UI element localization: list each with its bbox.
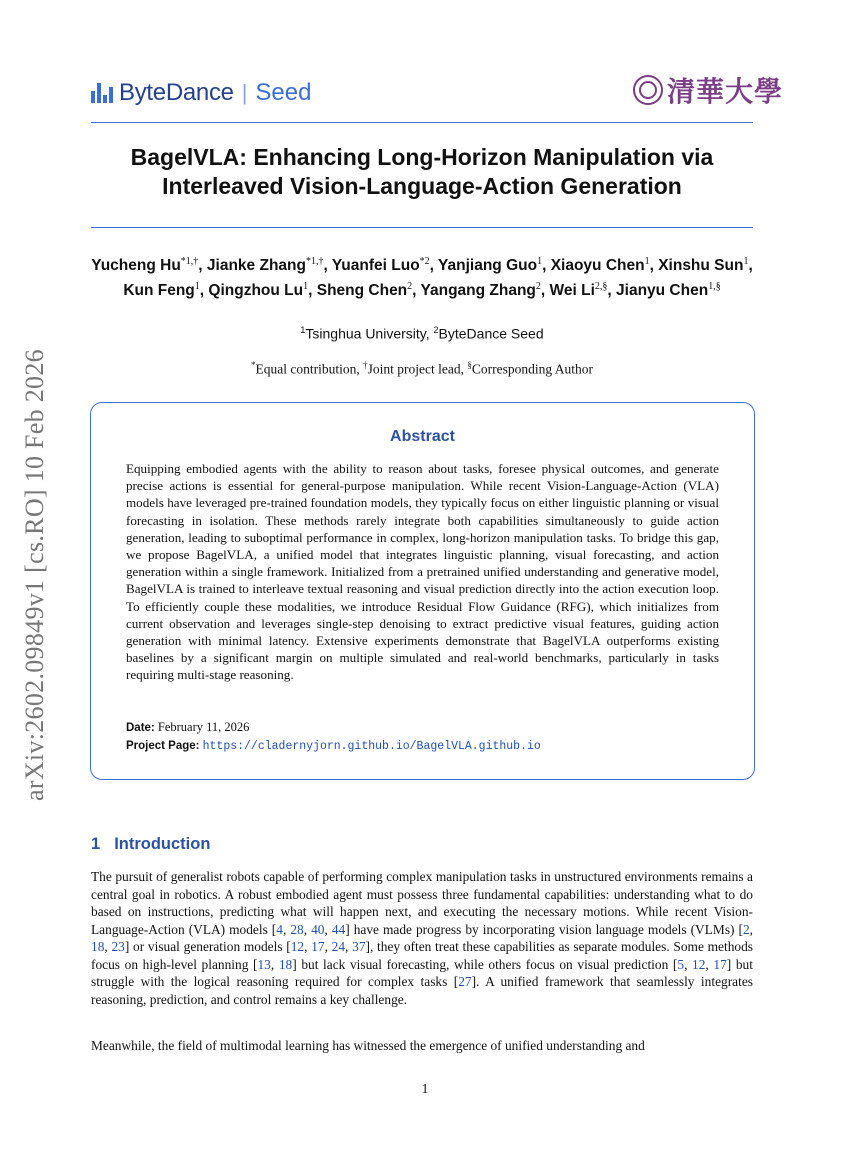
affiliation-name: ByteDance Seed [438, 325, 544, 342]
affiliations: $^1$Tsinghua University, $^2$ByteDance Seed [300, 325, 544, 342]
author-sup: *2 [419, 256, 430, 267]
title-rule [91, 227, 753, 228]
paragraph-text: , [705, 956, 714, 972]
author-name: Yucheng Hu [91, 257, 181, 275]
paragraph-text: , [304, 939, 312, 954]
citation-link[interactable]: 13 [257, 956, 271, 972]
section-heading [91, 835, 210, 854]
page-number: 1 [421, 1081, 429, 1096]
citation-link[interactable]: 40 [311, 921, 325, 937]
paragraph-text: , [324, 939, 332, 954]
brand-name: ByteDance [119, 79, 234, 106]
author-sup: 1 [644, 256, 650, 267]
author-sup: 1 [537, 256, 543, 267]
bytedance-seed-logo [91, 78, 311, 108]
author-sup: 1,§ [708, 281, 721, 293]
citation-link[interactable]: 12 [290, 939, 305, 954]
paragraph-text: , [345, 939, 353, 954]
author-name: Kun Feng [123, 282, 195, 300]
note-sup: § [467, 360, 472, 370]
paragraph-text: , [749, 921, 754, 937]
project-page-link[interactable]: https://cladernyjorn.github.io/BagelVLA.github.io [202, 740, 541, 753]
author-sup: 1 [194, 281, 200, 293]
citation-link[interactable]: 37 [352, 939, 366, 954]
citation-link[interactable]: 18 [278, 956, 293, 972]
author-name: Jianke Zhang [206, 257, 306, 275]
paragraph-text: ]. A unified framework that seamlessly integrates reasoning, prediction, and control remains a key challenge. [91, 974, 753, 1007]
citation-link[interactable]: 4 [276, 921, 283, 937]
author-name: Sheng Chen [316, 282, 408, 300]
author-name: Wei Li [549, 282, 595, 300]
author-name: Yanjiang Guo [438, 257, 538, 275]
brand-separator: | [241, 80, 248, 105]
author-sup: *1,† [305, 256, 324, 267]
citation-link[interactable]: 44 [331, 921, 346, 937]
author-name: Qingzhou Lu [208, 282, 304, 300]
note-text: Joint project lead [367, 361, 461, 377]
section-number: 1 [91, 835, 101, 853]
paragraph-text: ] have made progress by incorporating vision language models (VLMs) [ [345, 921, 743, 937]
citation-link[interactable]: 23 [111, 939, 125, 954]
header-rule [91, 122, 753, 123]
author-name: Xiaoyu Chen [550, 257, 645, 275]
citation-link[interactable]: 17 [311, 939, 325, 954]
affiliation-name: Tsinghua University [305, 325, 426, 342]
paragraph-text: ] but struggle with the logical reasoning required for complex tasks [ [91, 956, 753, 989]
author-sup: *1,† [180, 256, 199, 267]
paragraph-text: ], they often treat these capabilities as separate modules. Some methods focus on high-level planning [ [91, 939, 753, 972]
note-sup: * [251, 360, 256, 370]
section-title: Introduction [114, 835, 211, 853]
author-sup: 2 [407, 281, 413, 293]
author-sup: 2,§ [594, 281, 608, 293]
author-name: Yuanfei Luo [331, 257, 420, 275]
tsinghua-logo-text: 清華大學 [667, 75, 784, 108]
citation-link[interactable]: 27 [458, 974, 472, 989]
author-notes: *Equal contribution, †Joint project lead, §Corresponding Author [251, 360, 593, 377]
brand-product: Seed [255, 79, 312, 106]
citation-link[interactable]: 28 [290, 921, 304, 937]
author-name: Jianyu Chen [616, 282, 709, 300]
paragraph-text: The pursuit of generalist robots capable of performing complex manipulation tasks in unstructured environments remains a central goal in robotics. A robust embodied agent must possess three fundamental capabilities: understanding what to do based on instructions, predicting what will happen next, and executing the necessary motions. While recent Vision-Language-Action (VLA) models [ [91, 869, 753, 937]
author-name: Yangang Zhang [420, 282, 536, 300]
tsinghua-seal-icon [633, 75, 663, 105]
paragraph-text: , [684, 956, 693, 972]
author-sup: 1 [303, 281, 309, 293]
author-list: Yucheng $Hu^{*1,\dagger}$, Jianke Zhang$^{*1,\dagger}$, Yuanfei Luo$^{*2}$, Yanjiang Guo$^1$, Xiaoyu Chen$^1$, Xinshu Sun$^1$, Kun Feng$^1$, Qingzhou Lu$^1$, Sheng Chen$^2$, Yangang Zhang$^2$, Wei $Li^{2,\S}$, Jianyu Chen$^{1,\S}$ [91, 256, 753, 300]
author-name: Xinshu Sun [658, 257, 744, 275]
arxiv-identifier: arXiv:2602.09849v1 [cs.RO] 10 Feb 2026 [20, 349, 49, 801]
project-page-line [126, 738, 541, 753]
paper-title: BagelVLA: Enhancing Long-Horizon Manipulation via Interleaved Vision-Language-Action Generation [130, 144, 714, 199]
note-sup: † [363, 360, 368, 370]
note-text: Equal contribution [255, 361, 357, 377]
author-sup: 1 [743, 256, 749, 267]
citation-link[interactable]: 24 [331, 939, 346, 954]
date-label: Date: [126, 722, 155, 734]
paragraph-text: ] but lack visual forecasting, while others focus on visual prediction [ [292, 956, 678, 972]
tsinghua-logo [633, 72, 783, 108]
paragraph-text: , [282, 921, 291, 937]
citation-link[interactable]: 17 [713, 956, 727, 972]
note-text: Corresponding Author [471, 361, 593, 377]
paragraph-text: , [270, 956, 279, 972]
author-sup: 2 [535, 281, 541, 293]
date-line [126, 720, 249, 735]
project-page-label: Project Page: [126, 740, 200, 752]
paragraph-text: , [104, 939, 112, 954]
affiliation-sup: 1 [300, 325, 306, 335]
intro-paragraph-2: Meanwhile, the field of multimodal learning has witnessed the emergence of unified understanding and [91, 1038, 645, 1053]
citation-link[interactable]: 5 [677, 956, 685, 972]
abstract-heading: Abstract [390, 428, 455, 445]
paragraph-text: , [303, 921, 312, 937]
abstract-text: Equipping embodied agents with the ability to reason about tasks, foresee physical outcomes, and generate precise actions is essential for general-purpose manipulation. While recent Vision-Language-Action (VLA) models have leveraged pre-trained foundation models, they typically focus on either linguistic planning or visual forecasting in isolation. These methods rarely integrate both capabilities simultaneously to guide action generation, leading to suboptimal performance in complex, long-horizon manipulation tasks. To bridge this gap, we propose BagelVLA, a unified model that integrates linguistic planning, visual forecasting, and action generation within a single framework. Initialized from a pretrained unified understanding and generative model, BagelVLA is trained to interleave textual reasoning and visual prediction directly into the action execution loop. To efficiently couple these modalities, we introduce Residual Flow Guidance (RFG), which initializes from current observation and leverages single-step denoising to extract predictive visual features, guiding action generation with minimal latency. Extensive experiments demonstrate that BagelVLA outperforms existing baselines by a significant margin on multiple simulated and real-world benchmarks, particularly in tasks requiring multi-stage reasoning. [126, 461, 719, 683]
citation-link[interactable]: 18 [91, 939, 105, 954]
paragraph-text: ] or visual generation models [ [124, 939, 291, 954]
citation-link[interactable]: 12 [692, 956, 706, 972]
bytedance-bars-icon [91, 83, 113, 103]
date-value: February 11, 2026 [157, 720, 250, 734]
citation-link[interactable]: 2 [742, 921, 750, 937]
affiliation-sup: 2 [433, 325, 439, 335]
paragraph-text: , [324, 921, 332, 937]
intro-paragraph-1 [91, 868, 753, 1008]
